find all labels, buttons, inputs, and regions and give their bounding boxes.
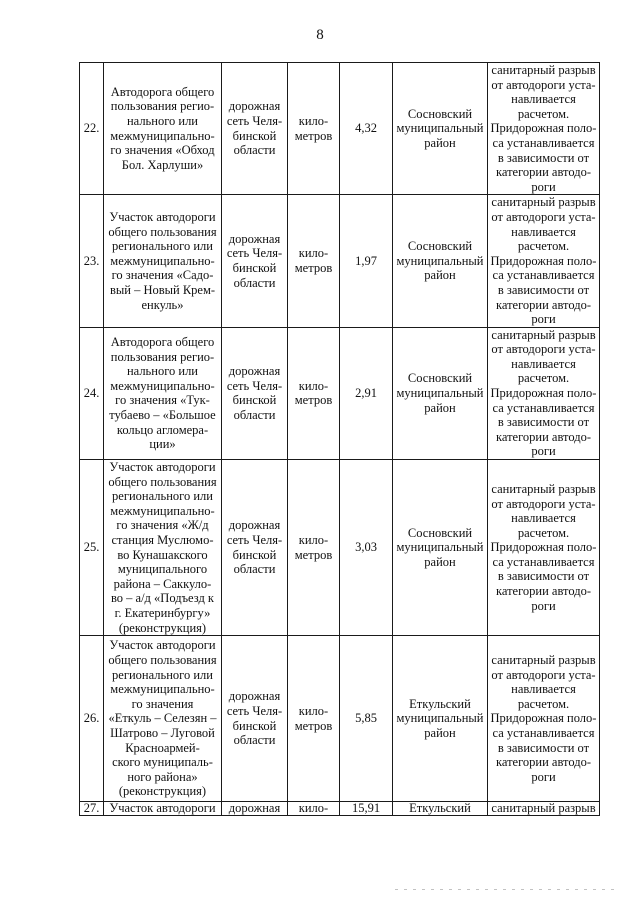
road-network: дорожная сеть Челя- бинской области: [222, 636, 288, 802]
length-value: 2,91: [340, 327, 393, 459]
length-value: 5,85: [340, 636, 393, 802]
road-registry-table: [79, 62, 600, 816]
district: Сосновский муниципальный район: [393, 195, 488, 327]
road-network: дорожная сеть Челя- бинской области: [222, 63, 288, 195]
table-row: [80, 802, 600, 816]
row-number: 27.: [80, 802, 104, 816]
unit: кило- метров: [288, 327, 340, 459]
unit: кило- метров: [288, 460, 340, 636]
road-network: дорожная сеть Челя- бинской области: [222, 327, 288, 459]
page-number: 8: [316, 27, 324, 43]
district: Сосновский муниципальный район: [393, 327, 488, 459]
unit: кило- метров: [288, 636, 340, 802]
road-name: Участок автодороги общего пользования регионального или межмуниципально- го значения «Садо- вый – Новый Крем- енкуль»: [104, 195, 222, 327]
note: санитарный разрыв от автодороги уста- навливается расчетом. Придорожная поло- са устанавливается в зависимости от категории автодо- роги: [488, 63, 600, 195]
table-row: [80, 327, 600, 459]
road-name: Автодорога общего пользования регио- нального или межмуниципально- го значения «Обход Бол. Харлуши»: [104, 63, 222, 195]
note: санитарный разрыв от автодороги уста- навливается расчетом. Придорожная поло- са устанавливается в зависимости от категории автодо- роги: [488, 195, 600, 327]
note: санитарный разрыв от автодороги уста- навливается расчетом. Придорожная поло- са устанавливается в зависимости от категории автодо- роги: [488, 460, 600, 636]
note: санитарный разрыв от автодороги уста- навливается расчетом. Придорожная поло- са устанавливается в зависимости от категории автодо- роги: [488, 636, 600, 802]
road-name: Автодорога общего пользования регио- нального или межмуниципально- го значения «Тук- тубаево – «Большое кольцо агломера- ции»: [104, 327, 222, 459]
table-row: [80, 63, 600, 195]
row-number: 25.: [80, 460, 104, 636]
row-number: 22.: [80, 63, 104, 195]
road-name: Участок автодороги общего пользования регионального или межмуниципально- го значения «Еткуль – Селезян – Шатрово – Луговой Красноармей- ского муниципаль- ного района» (реконструкция): [104, 636, 222, 802]
road-name: Участок автодороги: [104, 802, 222, 816]
note: санитарный разрыв от автодороги уста- навливается расчетом. Придорожная поло- са устанавливается в зависимости от категории автодо- роги: [488, 327, 600, 459]
unit: кило-: [288, 802, 340, 816]
table-row: [80, 636, 600, 802]
district: Еткульский: [393, 802, 488, 816]
length-value: 1,97: [340, 195, 393, 327]
unit: кило- метров: [288, 195, 340, 327]
row-number: 26.: [80, 636, 104, 802]
note: санитарный разрыв: [488, 802, 600, 816]
length-value: 15,91: [340, 802, 393, 816]
road-network: дорожная сеть Челя- бинской области: [222, 460, 288, 636]
row-number: 23.: [80, 195, 104, 327]
district: Сосновский муниципальный район: [393, 460, 488, 636]
scan-artifact-line: [395, 889, 615, 890]
row-number: 24.: [80, 327, 104, 459]
unit: кило- метров: [288, 63, 340, 195]
district: Сосновский муниципальный район: [393, 63, 488, 195]
table-row: [80, 460, 600, 636]
road-network: дорожная: [222, 802, 288, 816]
district: Еткульский муниципальный район: [393, 636, 488, 802]
road-network: дорожная сеть Челя- бинской области: [222, 195, 288, 327]
table-row: [80, 195, 600, 327]
length-value: 4,32: [340, 63, 393, 195]
length-value: 3,03: [340, 460, 393, 636]
road-name: Участок автодороги общего пользования регионального или межмуниципально- го значения «Ж/д станция Муслюмо- во Кунашакского муниципального района – Саккуло- во – а/д «Подъезд к г. Екатеринбургу» (реконструкция): [104, 460, 222, 636]
